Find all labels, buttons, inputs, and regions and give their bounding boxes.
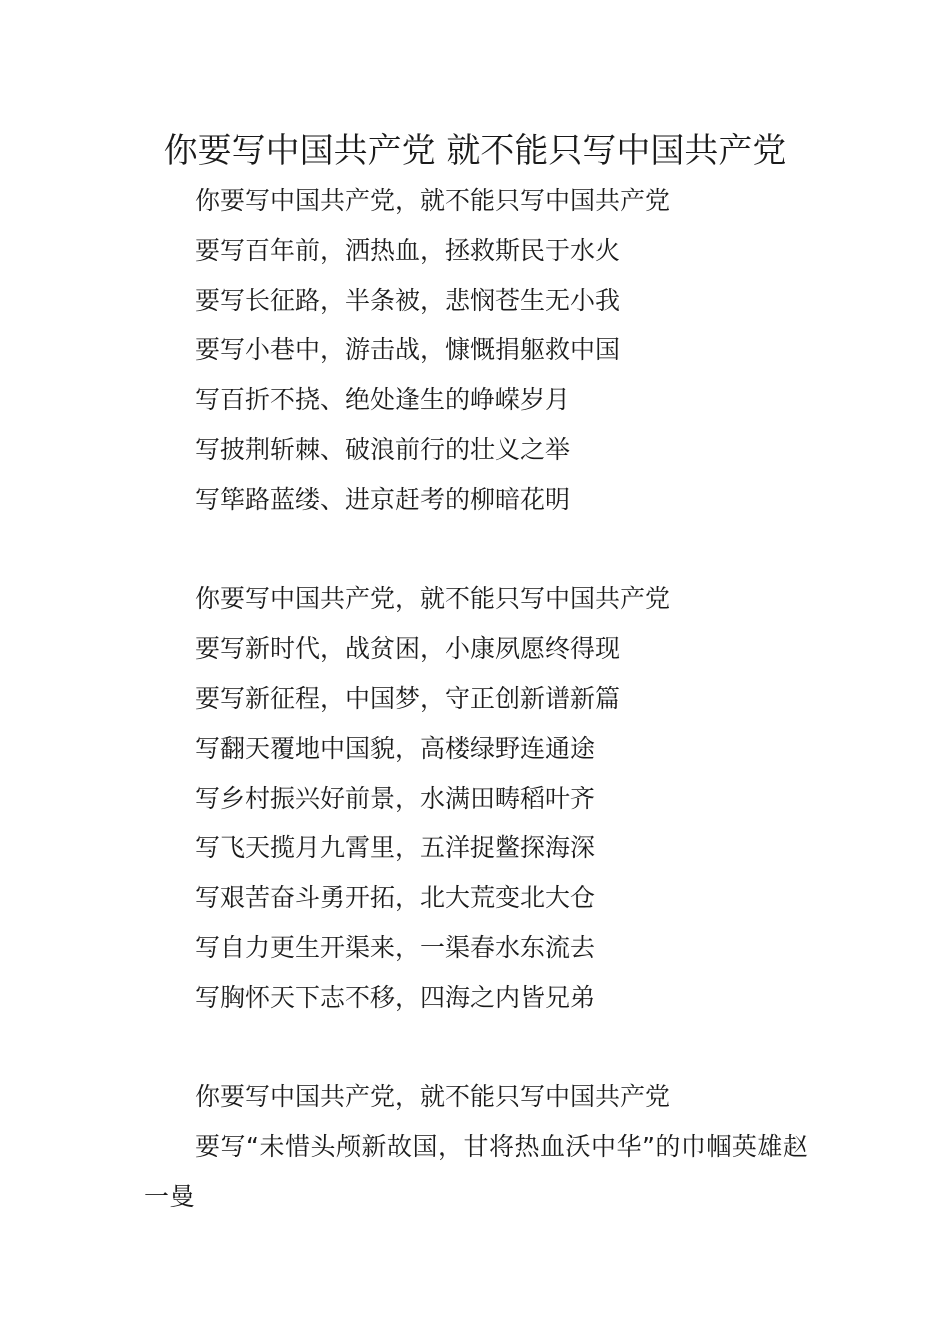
poem-paragraph: 要写“未惜头颅新故国，甘将热血沃中华”的巾帼英雄赵一曼 — [144, 1132, 809, 1211]
poem-line: 写筚路蓝缕、进京赶考的柳暗花明 — [195, 484, 571, 514]
poem-line: 写胸怀天下志不移，四海之内皆兄弟 — [195, 982, 596, 1012]
poem-line: 写百折不挠、绝处逢生的峥嵘岁月 — [195, 385, 571, 415]
poem-line: 写艰苦奋斗勇开拓，北大荒变北大仓 — [195, 883, 596, 913]
poem-line: 你要写中国共产党，就不能只写中国共产党 — [195, 584, 671, 614]
poem-line: 写自力更生开渠来，一渠春水东流去 — [195, 932, 596, 962]
poem-body — [144, 176, 814, 1222]
poem-line: 写乡村振兴好前景，水满田畴稻叶齐 — [195, 783, 596, 813]
poem-line: 要写百年前，洒热血，拯救斯民于水火 — [195, 235, 621, 265]
poem-line: 要写新征程，中国梦，守正创新谱新篇 — [195, 683, 621, 713]
stanza-2 — [144, 574, 814, 1022]
poem-line: 要写新时代，战贫困，小康夙愿终得现 — [195, 634, 621, 664]
poem-line: 你要写中国共产党，就不能只写中国共产党 — [195, 1082, 671, 1112]
poem-line: 你要写中国共产党，就不能只写中国共产党 — [195, 186, 671, 215]
stanza-1 — [144, 176, 814, 525]
poem-line: 要写小巷中，游击战，慷慨捐躯救中国 — [195, 335, 621, 365]
stanza-3 — [144, 1072, 814, 1221]
stanza-gap — [144, 1023, 814, 1073]
poem-line: 写披荆斩棘、破浪前行的壮义之举 — [195, 434, 571, 464]
document-title: 你要写中国共产党 就不能只写中国共产党 — [163, 131, 787, 171]
poem-line: 要写长征路，半条被，悲悯苍生无小我 — [195, 285, 621, 315]
poem-line: 写飞天揽月九霄里，五洋捉鳖探海深 — [195, 833, 596, 863]
poem-line: 写翻天覆地中国貌，高楼绿野连通途 — [195, 733, 596, 763]
stanza-gap — [144, 525, 814, 575]
